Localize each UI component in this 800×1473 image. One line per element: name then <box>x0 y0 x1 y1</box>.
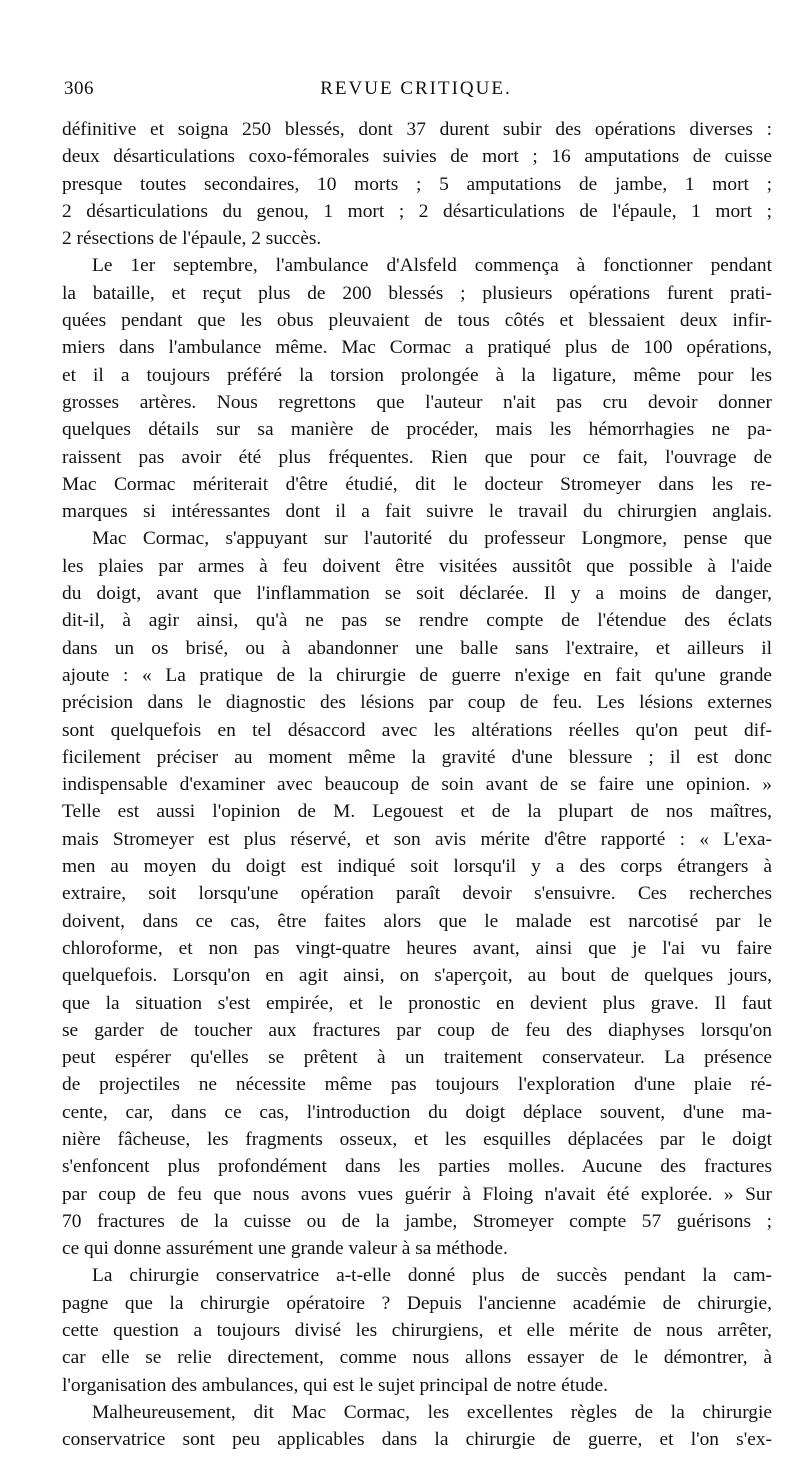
text-line: conservatrice sont peu applicables dans la chirurgie de guerre, et l'on s'ex- <box>62 1429 772 1451</box>
text-line: ficilement préciser au moment même la gravité d'une blessure ; il est donc <box>62 746 772 768</box>
text-line: pagne que la chirurgie opératoire ? Depuis l'ancienne académie de chirurgie, <box>62 1292 772 1314</box>
text-line: car elle se relie directement, comme nous allons essayer de le démontrer, à <box>62 1347 772 1369</box>
text-line: chloroforme, et non pas vingt-quatre heures avant, ainsi que je l'ai vu faire <box>62 937 772 959</box>
text-line: marques si intéressantes dont il a fait suivre le travail du chirurgien anglais. <box>62 501 772 523</box>
text-line: Mac Cormac mériterait d'être étudié, dit le docteur Stromeyer dans les re- <box>62 473 772 495</box>
text-line: cette question a toujours divisé les chirurgiens, et elle mérite de nous arrêter, <box>62 1320 772 1342</box>
text-line: deux désarticulations coxo-fémorales suivies de mort ; 16 amputations de cuisse <box>62 146 772 168</box>
text-line: 2 résections de l'épaule, 2 succès. <box>62 228 322 250</box>
text-line: sont quelquefois en tel désaccord avec les altérations réelles qu'on peut dif- <box>62 719 772 741</box>
text-line: quées pendant que les obus pleuvaient de tous côtés et blessaient deux infir- <box>62 310 772 332</box>
text-line: la bataille, et reçut plus de 200 blessés ; plusieurs opérations furent prati- <box>62 282 772 304</box>
text-line: Le 1er septembre, l'ambulance d'Alsfeld commença à fonctionner pendant <box>92 255 772 277</box>
text-line: indispensable d'examiner avec beaucoup de soin avant de se faire une opinion. » <box>62 774 772 796</box>
running-title: REVUE CRITIQUE. <box>320 78 512 99</box>
text-line: ce qui donne assurément une grande valeur à sa méthode. <box>62 1238 508 1260</box>
text-line: extraire, soit lorsqu'une opération paraît devoir s'ensuivre. Ces recherches <box>62 883 772 905</box>
text-line: 70 fractures de la cuisse ou de la jambe, Stromeyer compte 57 guérisons ; <box>62 1210 772 1232</box>
text-line: 2 désarticulations du genou, 1 mort ; 2 désarticulations de l'épaule, 1 mort ; <box>62 200 772 222</box>
text-line: men au moyen du doigt est indiqué soit lorsqu'il y a des corps étrangers à <box>62 856 772 878</box>
text-line: grosses artères. Nous regrettons que l'auteur n'ait pas cru devoir donner <box>62 391 772 413</box>
text-line: cente, car, dans ce cas, l'introduction du doigt déplace souvent, d'une ma- <box>62 1101 772 1123</box>
text-line: raissent pas avoir été plus fréquentes. Rien que pour ce fait, l'ouvrage de <box>62 446 772 468</box>
text-line: précision dans le diagnostic des lésions par coup de feu. Les lésions externes <box>62 692 772 714</box>
text-line: mais Stromeyer est plus réservé, et son avis mérite d'être rapporté : « L'exa- <box>62 828 772 850</box>
text-line: nière fâcheuse, les fragments osseux, et les esquilles déplacées par le doigt <box>62 1128 772 1150</box>
text-line: par coup de feu que nous avons vues guérir à Floing n'avait été explorée. » Sur <box>62 1183 772 1205</box>
text-line: que la situation s'est empirée, et le pronostic en devient plus grave. Il faut <box>62 992 772 1014</box>
text-line: Malheureusement, dit Mac Cormac, les excellentes règles de la chirurgie <box>92 1401 772 1423</box>
text-line: miers dans l'ambulance même. Mac Cormac a pratiqué plus de 100 opérations, <box>62 337 772 359</box>
text-line: et il a toujours préféré la torsion prolongée à la ligature, même pour les <box>62 364 772 386</box>
text-line: quelques détails sur sa manière de procéder, mais les hémorrhagies ne pa- <box>62 419 772 441</box>
text-line: l'organisation des ambulances, qui est le sujet principal de notre étude. <box>62 1374 608 1396</box>
running-head <box>64 78 768 106</box>
text-line: Mac Cormac, s'appuyant sur l'autorité du professeur Longmore, pense que <box>92 528 772 550</box>
text-line: du doigt, avant que l'inflammation se soit déclarée. Il y a moins de danger, <box>62 583 772 605</box>
text-line: quelquefois. Lorsqu'on en agit ainsi, on s'aperçoit, au bout de quelques jours, <box>62 965 772 987</box>
text-line: de projectiles ne nécessite même pas toujours l'exploration d'une plaie ré- <box>62 1074 772 1096</box>
text-line: définitive et soigna 250 blessés, dont 37 durent subir des opérations diverses : <box>62 119 772 140</box>
text-line: ajoute : « La pratique de la chirurgie de guerre n'exige en fait qu'une grande <box>62 664 772 686</box>
text-line: s'enfoncent plus profondément dans les parties molles. Aucune des fractures <box>62 1156 772 1178</box>
page-number: 306 <box>64 78 94 99</box>
text-line: La chirurgie conservatrice a-t-elle donné plus de succès pendant la cam- <box>92 1265 772 1287</box>
text-line: Telle est aussi l'opinion de M. Legouest et de la plupart de nos maîtres, <box>62 801 772 823</box>
text-line: presque toutes secondaires, 10 morts ; 5 amputations de jambe, 1 mort ; <box>62 173 772 195</box>
text-line: peut espérer qu'elles se prêtent à un traitement conservateur. La présence <box>62 1047 772 1069</box>
text-line: se garder de toucher aux fractures par coup de feu des diaphyses lorsqu'on <box>62 1019 772 1041</box>
body-text <box>62 116 772 1454</box>
text-line: les plaies par armes à feu doivent être visitées aussitôt que possible à l'aide <box>62 555 772 577</box>
text-line: doivent, dans ce cas, être faites alors que le malade est narcotisé par le <box>62 910 772 932</box>
text-line: dit-il, à agir ainsi, qu'à ne pas se rendre compte de l'étendue des éclats <box>62 610 772 632</box>
text-line: dans un os brisé, ou à abandonner une balle sans l'extraire, et ailleurs il <box>62 637 772 659</box>
